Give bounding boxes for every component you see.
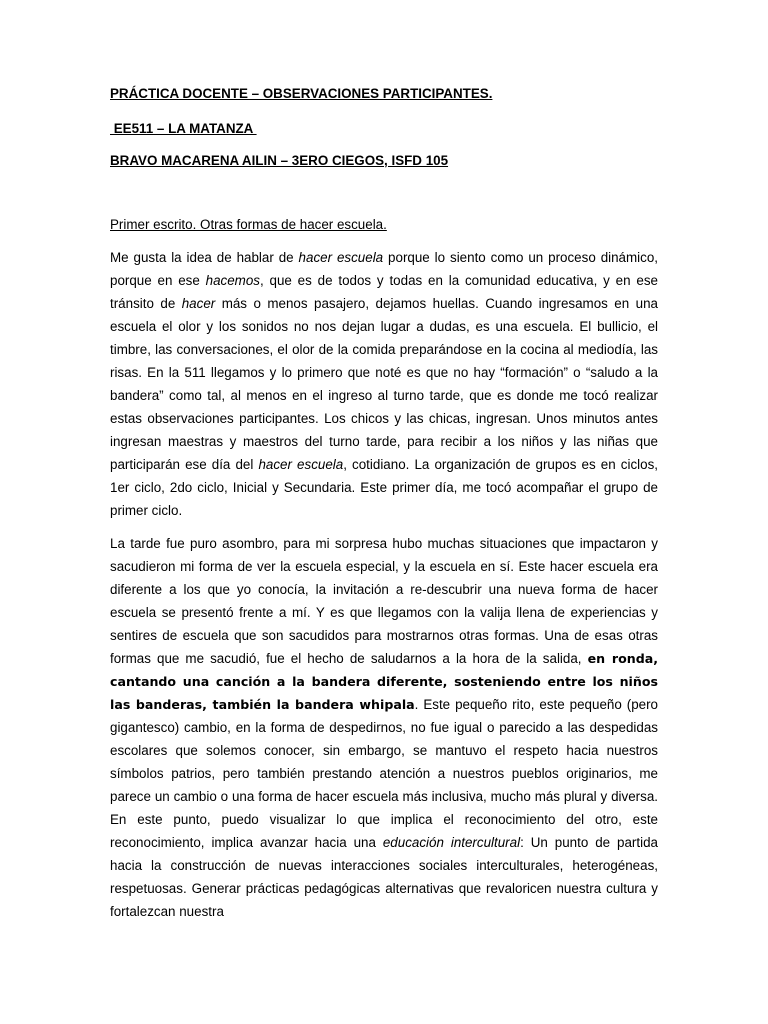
p1-italic-1: hacer escuela bbox=[298, 250, 384, 265]
author-heading: BRAVO MACARENA AILIN – 3ERO CIEGOS, ISFD 105 bbox=[110, 153, 449, 168]
p1-text-3: , que es de todos y todas en la comunidad educativa, y en ese tránsito de bbox=[110, 273, 658, 311]
p1-text-5: , cotidiano. La organización de grupos es en ciclos, 1er ciclo, 2do ciclo, Inicial y Secundaria. Este primer día, me tocó acompañar el grupo de primer ciclo. bbox=[110, 457, 658, 518]
p1-italic-2: hacemos bbox=[205, 273, 260, 288]
p1-text-4: más o menos pasajero, dejamos huellas. Cuando ingresamos en una escuela el olor y los sonidos no nos dejan lugar a dudas, es una escuela. El bullicio, el timbre, las conversaciones, el olor de la comida preparándose en la cocina al mediodía, las risas. En la 511 llegamos y lo primero que noté es que no hay “formación” o “saludo a la bandera” como tal, al menos en el ingreso al turno tarde, que es donde me tocó realizar estas observaciones participantes. Los chicos y las chicas, ingresan. Unos minutos antes ingresan maestras y maestros del turno tarde, para recibir a los niños y las niñas que participarán ese día del bbox=[110, 296, 658, 472]
p1-italic-3: hacer bbox=[181, 296, 216, 311]
p1-italic-4: hacer escuela bbox=[258, 457, 344, 472]
p1-text-2: porque lo siento como un proceso dinámico, porque en ese bbox=[110, 250, 658, 288]
p2-text-1: La tarde fue puro asombro, para mi sorpresa hubo muchas situaciones que impactaron y sacudieron mi forma de ver la escuela especial, y la escuela en sí. Este hacer escuela era diferente a los que yo conocía, la invitación a re-descubrir una nueva forma de hacer escuela se presentó frente a mí. Y es que llegamos con la valija llena de experiencias y sentires de escuela que son sacudidos para mostrarnos otras formas. Una de esas otras formas que me sacudió, fue el hecho de saludarnos a la hora de la salida, bbox=[110, 536, 658, 666]
p2-text-3: : Un punto de partida hacia la construcción de nuevas interacciones sociales interculturales, heterogéneas, respetuosas. Generar prácticas pedagógicas alternativas que revaloricen nuestra cultura y fortalezcan nuestra bbox=[110, 835, 658, 919]
document-title: PRÁCTICA DOCENTE – OBSERVACIONES PARTICIPANTES. bbox=[110, 86, 493, 101]
p1-text-1: Me gusta la idea de hablar de bbox=[110, 250, 299, 265]
section-subtitle: Primer escrito. Otras formas de hacer escuela. bbox=[110, 217, 387, 232]
p2-text-2: . Este pequeño rito, este pequeño (pero gigantesco) cambio, en la forma de despedirnos, no fue igual o parecido a las despedidas escolares que solemos conocer, sin embargo, se mantuvo el respeto hacia nuestros símbolos patrios, pero también prestando atención a nuestros pueblos originarios, me parece un cambio o una forma de hacer escuela más inclusiva, mucho más plural y diversa. En este punto, puedo visualizar lo que implica el reconocimiento del otro, este reconocimiento, implica avanzar hacia una bbox=[110, 697, 659, 850]
school-heading: EE511 – LA MATANZA bbox=[110, 121, 257, 136]
paragraph-1 bbox=[110, 246, 658, 522]
p2-italic-1: educación intercultural bbox=[382, 835, 521, 850]
p2-bold-1: en ronda, cantando una canción a la bandera diferente, sosteniendo entre los niños las banderas, también la bandera whipala bbox=[110, 651, 658, 712]
paragraph-2 bbox=[110, 532, 658, 923]
